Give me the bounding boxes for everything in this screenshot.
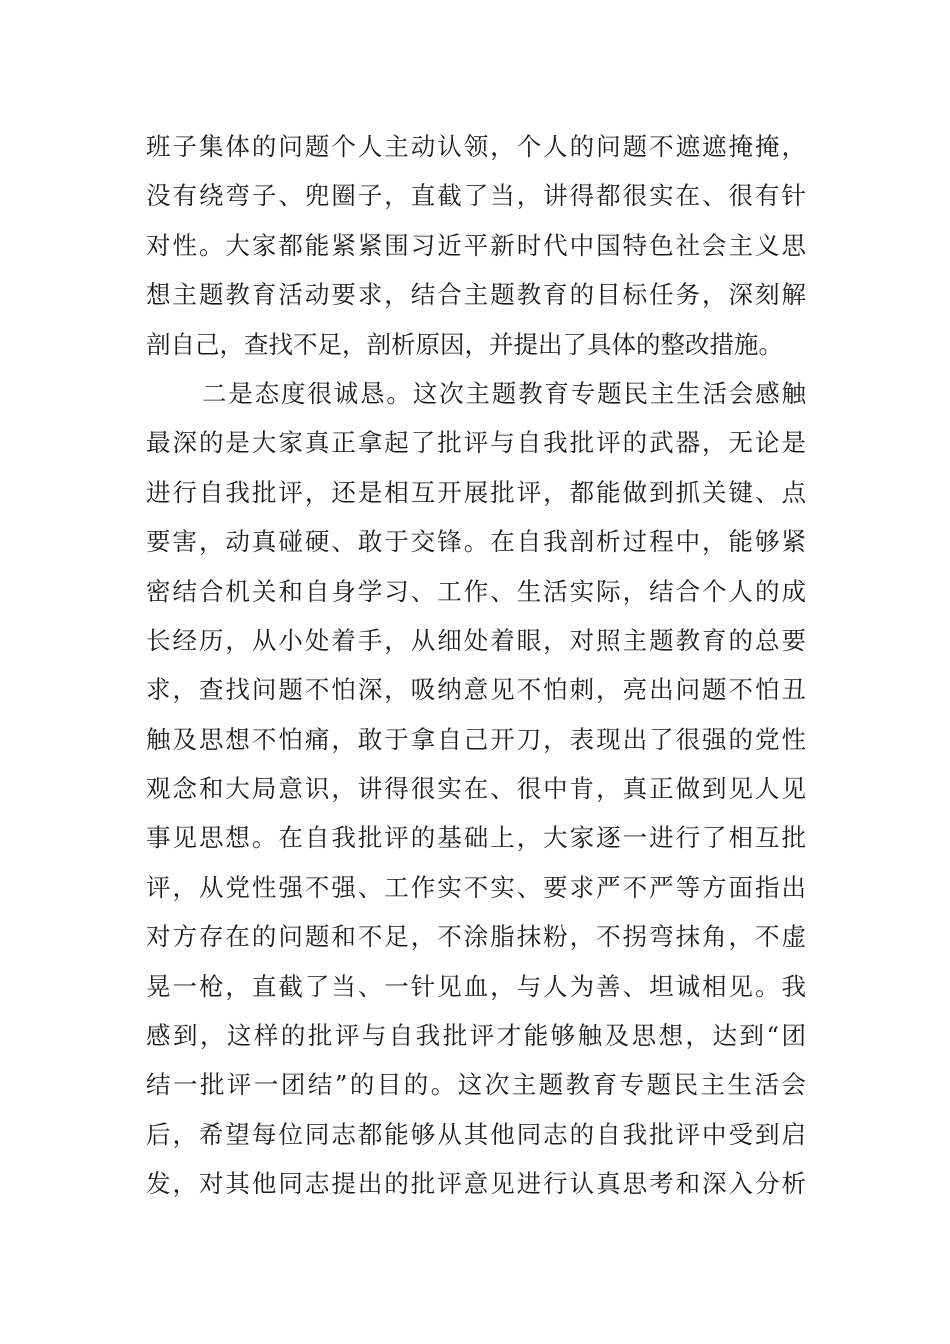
text-line: 求，查找问题不怕深，吸纳意见不怕刺，亮出问题不怕丑 [146, 675, 806, 705]
text-line: 长经历，从小处着手，从细处着眼，对照主题教育的总要 [146, 625, 806, 655]
text-line: 结一批评一团结”的目的。这次主题教育专题民主生活会 [146, 1070, 806, 1100]
text-line: 评，从党性强不强、工作实不实、要求严不严等方面指出 [146, 872, 806, 902]
text-line: 没有绕弯子、兜圈子，直截了当，讲得都很实在、很有针 [146, 181, 806, 211]
text-line: 要害，动真碰硬、敢于交锋。在自我剖析过程中，能够紧 [146, 527, 806, 557]
text-line: 触及思想不怕痛，敢于拿自己开刀，表现出了很强的党性 [146, 724, 806, 754]
text-line: 想主题教育活动要求，结合主题教育的目标任务，深刻解 [146, 280, 806, 310]
text-line: 剖自己，查找不足，剖析原因，并提出了具体的整改措施。 [146, 329, 783, 359]
text-line: 发，对其他同志提出的批评意见进行认真思考和深入分析 [146, 1169, 806, 1199]
text-line: 最深的是大家真正拿起了批评与自我批评的武器，无论是 [146, 428, 806, 458]
text-line: 后，希望每位同志都能够从其他同志的自我批评中受到启 [146, 1119, 806, 1149]
text-line: 感到，这样的批评与自我批评才能够触及思想，达到“团 [146, 1021, 806, 1051]
text-line: 观念和大局意识，讲得很实在、很中肯，真正做到见人见 [146, 774, 806, 804]
text-line: 进行自我批评，还是相互开展批评，都能做到抓关键、点 [146, 477, 806, 507]
text-line: 事见思想。在自我批评的基础上，大家逐一进行了相互批 [146, 823, 806, 853]
text-line: 班子集体的问题个人主动认领，个人的问题不遮遮掩掩， [146, 132, 806, 161]
body-text [146, 122, 806, 1209]
paragraph-start-line: 二是态度很诚恳。这次主题教育专题民主生活会感触 [202, 378, 806, 408]
text-line: 密结合机关和自身学习、工作、生活实际，结合个人的成 [146, 576, 806, 606]
text-line: 晃一枪，直截了当、一针见血，与人为善、坦诚相见。我 [146, 971, 806, 1001]
text-line: 对性。大家都能紧紧围习近平新时代中国特色社会主义思 [146, 230, 806, 260]
text-line: 对方存在的问题和不足，不涂脂抹粉，不拐弯抹角，不虚 [146, 922, 806, 952]
